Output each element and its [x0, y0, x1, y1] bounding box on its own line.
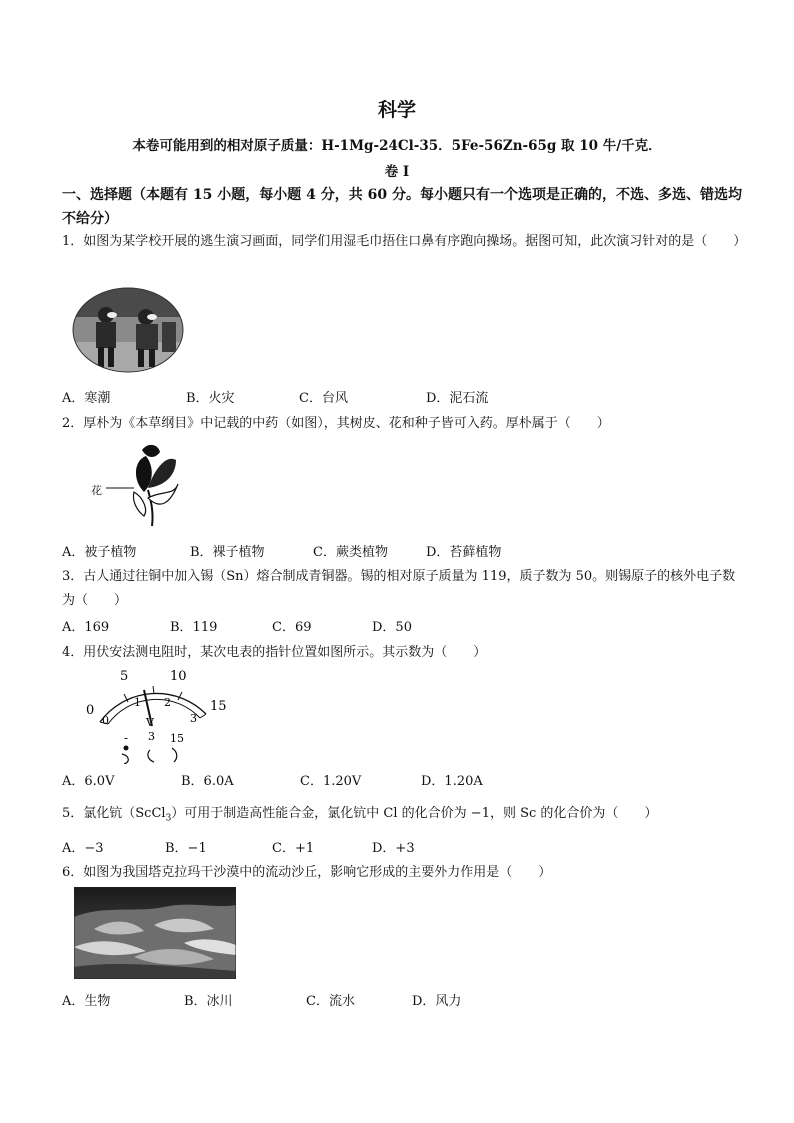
bottom-scale-0: 0 [102, 714, 109, 727]
q3-option-b[interactable]: B．119 [170, 620, 218, 635]
q5-option-b[interactable]: B．−1 [165, 841, 207, 856]
q1-option-a[interactable]: A．寒潮 [62, 391, 111, 406]
q3-option-c[interactable]: C．69 [272, 620, 312, 635]
q1-option-d[interactable]: D．泥石流 [426, 391, 489, 406]
q2-option-c[interactable]: C．蕨类植物 [313, 545, 388, 560]
q6-option-c[interactable]: C．流水 [306, 994, 355, 1009]
q2-option-a[interactable]: A．被子植物 [62, 545, 137, 560]
top-scale-0: 0 [86, 703, 95, 718]
section-heading: 一、选择题（本题有 15 小题，每小题 4 分，共 60 分。每小题只有一个选项是正确的，不选、多选、错选均不给分） [62, 187, 742, 227]
q6-option-b[interactable]: B．冰川 [184, 994, 233, 1009]
atomic-mass-note: 本卷可能用到的相对原子质量：H-1Mg-24Cl-35．5Fe-56Zn-65g 取 10 牛/千克． [132, 138, 662, 154]
volume-label: 卷 I [384, 164, 410, 180]
unit-label: V [146, 716, 154, 729]
bottom-scale-3: 3 [190, 712, 197, 725]
top-scale-10: 10 [170, 669, 187, 684]
q5-option-a[interactable]: A．−3 [62, 841, 104, 856]
negative-terminal-label: - [124, 731, 129, 745]
magnolia-flower-illustration [104, 440, 184, 528]
q5-option-c[interactable]: C．+1 [272, 841, 315, 856]
question-5-subscript: 3 [165, 813, 172, 824]
q4-option-d[interactable]: D．1.20A [421, 774, 483, 789]
bottom-scale-1: 1 [134, 696, 141, 709]
question-5-stem-suffix: ）可用于制造高性能合金，氯化钪中 Cl 的化合价为 −1，则 Sc 的化合价为（ ） [171, 806, 658, 821]
question-2-stem: 2．厚朴为《本草纲目》中记载的中药（如图），其树皮、花和种子皆可入药。厚朴属于（ ） [62, 416, 610, 431]
bottom-scale-2: 2 [164, 696, 171, 709]
q3-option-d[interactable]: D．50 [372, 620, 412, 635]
top-scale-5: 5 [120, 669, 129, 684]
question-1-stem: 1．如图为某学校开展的逃生演习画面，同学们用湿毛巾捂住口鼻有序跑向操场。据图可知，此次演习针对的是（ ） [62, 234, 747, 249]
q5-option-d[interactable]: D．+3 [372, 841, 415, 856]
top-scale-15: 15 [210, 699, 227, 714]
q2-option-b[interactable]: B．裸子植物 [190, 545, 265, 560]
q6-option-a[interactable]: A．生物 [62, 994, 111, 1009]
terminal-3-label: 3 [148, 730, 155, 743]
question-6-stem: 6．如图为我国塔克拉玛干沙漠中的流动沙丘，影响它形成的主要外力作用是（ ） [62, 865, 552, 880]
q1-option-c[interactable]: C．台风 [299, 391, 348, 406]
q1-option-b[interactable]: B．火灾 [186, 391, 235, 406]
q4-option-a[interactable]: A．6.0V [62, 774, 115, 789]
q6-option-d[interactable]: D．风力 [412, 994, 462, 1009]
terminal-15-label: 15 [170, 732, 184, 745]
q3-option-a[interactable]: A．169 [62, 620, 110, 635]
q4-option-b[interactable]: B．6.0A [181, 774, 234, 789]
flower-label: 花 [91, 484, 102, 497]
q4-option-c[interactable]: C．1.20V [300, 774, 362, 789]
question-4-stem: 4．用伏安法测电阻时，某次电表的指针位置如图所示。其示数为（ ） [62, 645, 487, 660]
q2-option-d[interactable]: D．苔藓植物 [426, 545, 502, 560]
question-3-stem: 3．古人通过往铜中加入锡（Sn）熔合制成青铜器。锡的相对原子质量为 119，质子数为 50。则锡原子的核外电子数为（ ） [62, 569, 736, 608]
question-5-stem-prefix: 5．氯化钪（ScCl [62, 806, 166, 821]
voltmeter-dial [78, 664, 228, 764]
evacuation-drill-photo [72, 287, 184, 373]
page-title: 科学 [377, 99, 416, 121]
question-5-stem [62, 802, 657, 824]
sand-dune-photo [74, 887, 236, 979]
